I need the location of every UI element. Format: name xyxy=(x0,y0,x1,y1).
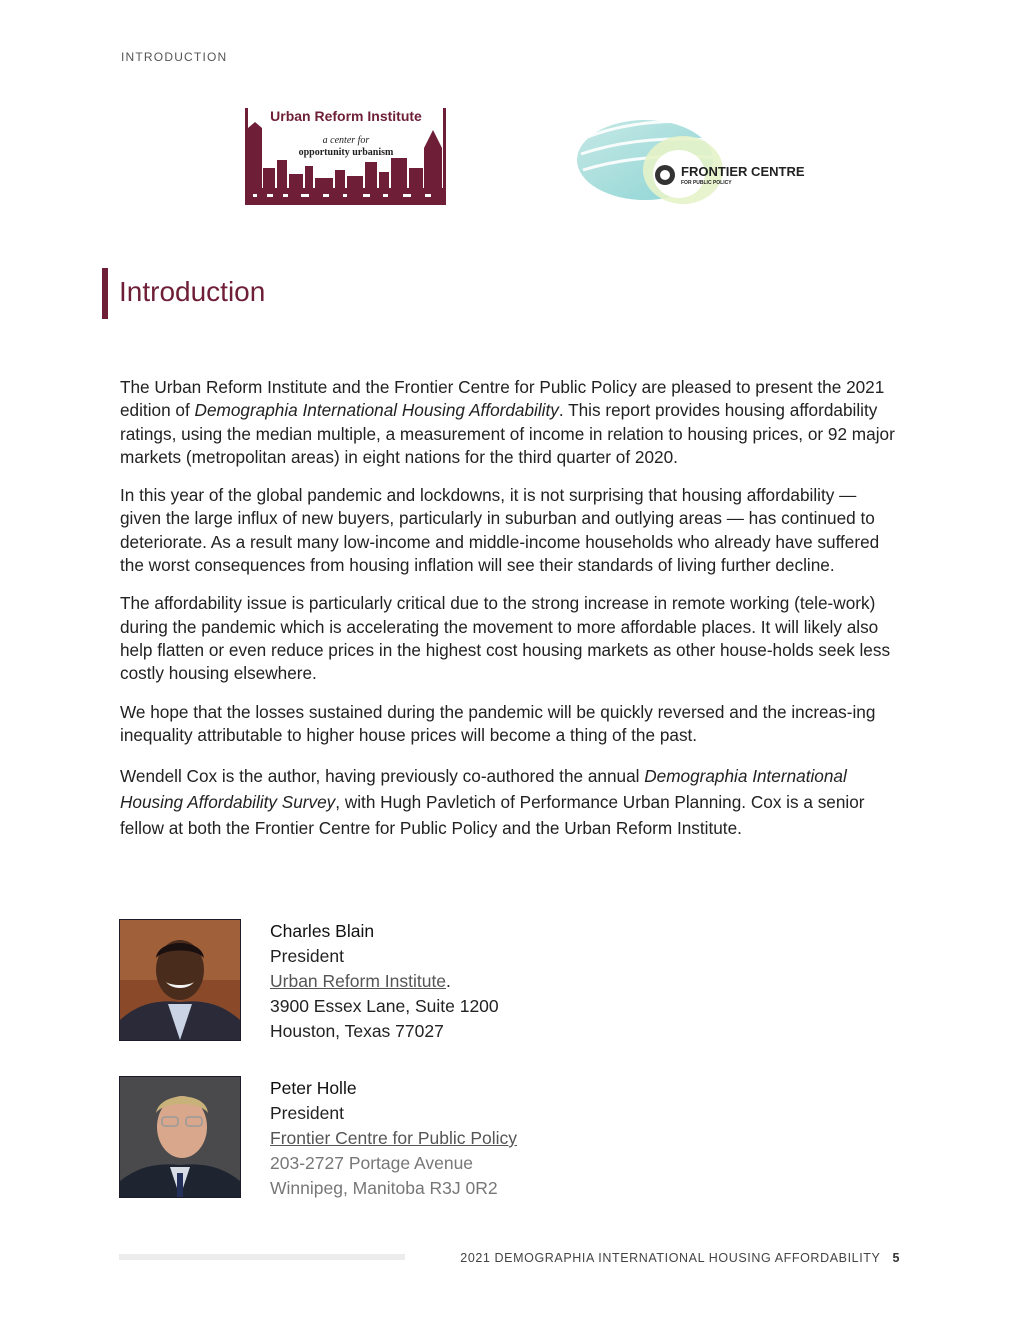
footer-title: 2021 DEMOGRAPHIA INTERNATIONAL HOUSING AFFORDABILITY xyxy=(460,1251,881,1265)
person-name: Charles Blain xyxy=(270,921,375,941)
uri-logo-tagline-1: a center for xyxy=(322,135,370,146)
peter-holle-photo xyxy=(119,1076,241,1198)
page-number: 5 xyxy=(892,1251,900,1265)
fc-logo-subtitle: FOR PUBLIC POLICY xyxy=(681,180,732,186)
footer-bar xyxy=(119,1254,405,1260)
charles-blain-photo xyxy=(119,919,241,1041)
uri-logo-title: Urban Reform Institute xyxy=(270,108,422,124)
uri-logo-tagline-2: opportunity urbanism xyxy=(298,147,394,158)
footer xyxy=(460,1251,900,1265)
running-head: INTRODUCTION xyxy=(121,50,228,64)
urban-reform-institute-link[interactable]: Urban Reform Institute xyxy=(270,971,447,991)
fc-logo-title: FRONTIER CENTRE xyxy=(681,164,805,179)
person-title: President xyxy=(270,1103,344,1123)
frontier-centre-logo xyxy=(575,108,805,208)
peter-holle-info xyxy=(270,1076,517,1201)
paragraph-1: The Urban Reform Institute and the Frontier Centre for Public Policy are pleased to present the 2021 edition of Demographia International Housing Affordability. This report provides housing affordability ratings, using the median multiple, a measurement of income in relation to housing prices, or 92 major markets (metropolitan areas) in eight nations for the third quarter of 2020. xyxy=(120,377,895,467)
section-title: Introduction xyxy=(119,276,266,307)
frontier-centre-link[interactable]: Frontier Centre for Public Policy xyxy=(270,1128,518,1148)
introduction-body xyxy=(120,376,900,856)
paragraph-5: Wendell Cox is the author, having previously co-authored the annual Demographia International Housing Affordability Survey, with Hugh Pavletich of Performance Urban Planning. Cox is a senior fellow at both the Frontier Centre for Public Policy and the Urban Reform Institute. xyxy=(120,766,865,839)
contact-peter-holle xyxy=(119,1076,719,1201)
charles-blain-info: Charles Blain President Urban Reform Institute. 3900 Essex Lane, Suite 1200 Houston, Texas 77027 xyxy=(270,919,499,1044)
urban-reform-institute-logo xyxy=(243,108,447,205)
contact-charles-blain xyxy=(119,919,719,1044)
person-address-line-2: Winnipeg, Manitoba R3J 0R2 xyxy=(270,1178,498,1198)
person-address-line-1: 3900 Essex Lane, Suite 1200 xyxy=(270,996,499,1016)
person-name: Peter Holle xyxy=(270,1078,357,1098)
person-title: President xyxy=(270,946,344,966)
person-address-line-2: Houston, Texas 77027 xyxy=(270,1021,444,1041)
paragraph-4: We hope that the losses sustained during the pandemic will be quickly reversed and the increas-ing inequality attributable to higher house prices will become a thing of the past. xyxy=(120,701,876,745)
paragraph-2: In this year of the global pandemic and lockdowns, it is not surprising that housing affordability — given the large influx of new buyers, particularly in suburban and outlying areas — has continued to deteriorate. As a result many low-income and middle-income households who already have suffered the worst consequences from housing inflation will see their standards of living further decline. xyxy=(120,485,880,576)
section-accent-bar xyxy=(102,268,108,319)
paragraph-3: The affordability issue is particularly critical due to the strong increase in remote working (tele-work) during the pandemic which is accelerating the movement to more affordable places. It will likely also help flatten or even reduce prices in the highest cost housing markets as other house-holds seek less costly housing elsewhere. xyxy=(120,593,891,684)
person-address-line-1: 203-2727 Portage Avenue xyxy=(270,1153,474,1173)
